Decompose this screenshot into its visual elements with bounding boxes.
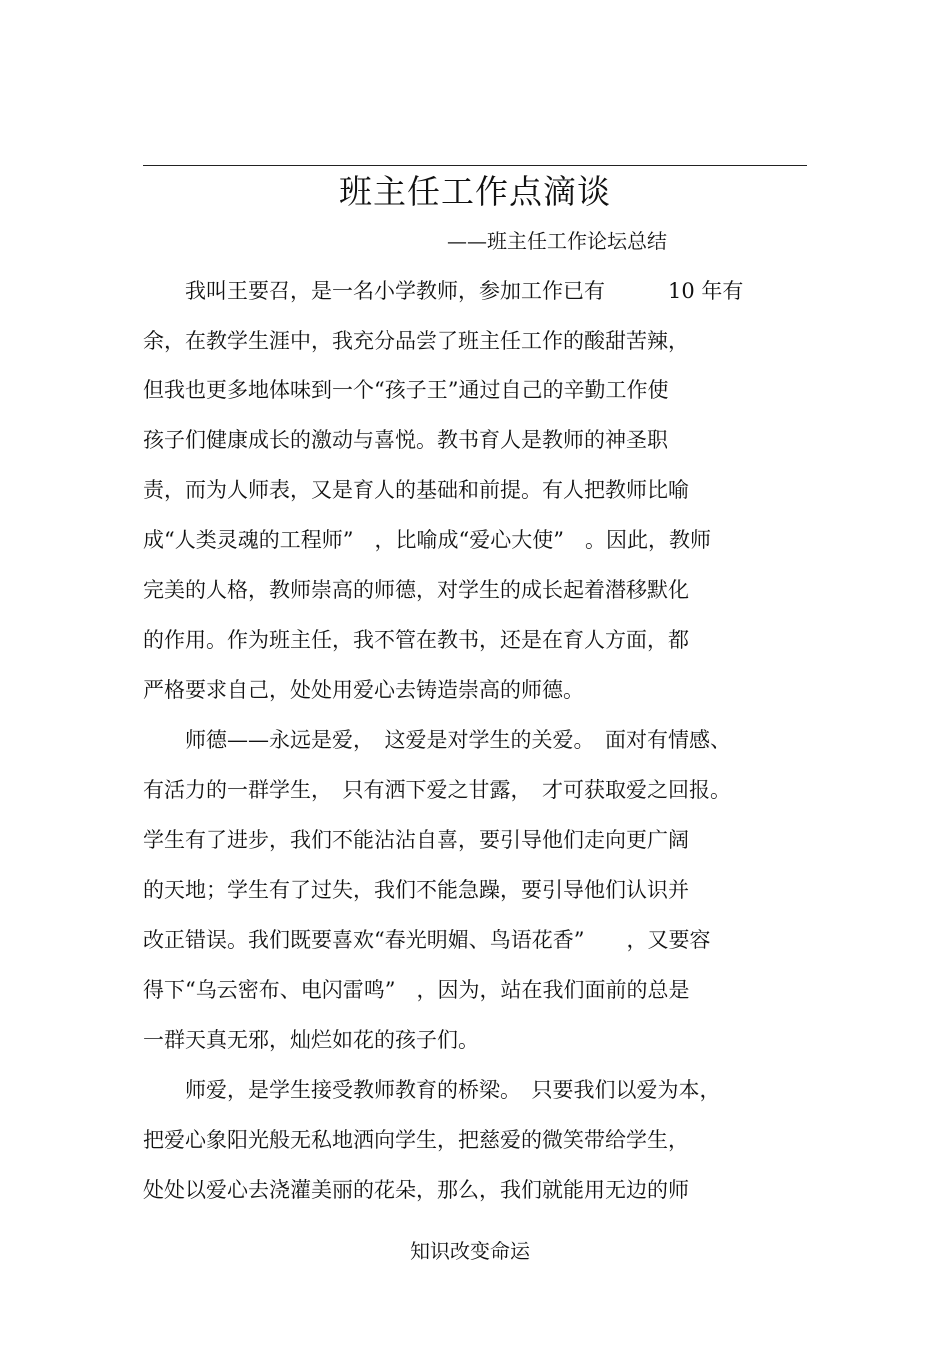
document-subtitle: ——班主任工作论坛总结 (447, 229, 667, 253)
body-line: 改正错误。我们既要喜欢“春光明媚、鸟语花香” ，又要容 (143, 928, 711, 952)
body-line: 完美的人格，教师崇高的师德，对学生的成长起着潜移默化 (143, 578, 689, 602)
body-line: 把爱心象阳光般无私地洒向学生，把慈爱的微笑带给学生， (143, 1128, 689, 1152)
document-title: 班主任工作点滴谈 (339, 172, 611, 211)
page-footer: 知识改变命运 (410, 1239, 530, 1263)
body-line: 学生有了进步，我们不能沾沾自喜，要引导他们走向更广阔 (143, 828, 689, 852)
body-line: 但我也更多地体味到一个“孩子王”通过自己的辛勤工作使 (143, 378, 669, 402)
body-line: 师爱，是学生接受教师教育的桥梁。 只要我们以爱为本， (143, 1078, 721, 1102)
body-line: 我叫王要召，是一名小学教师，参加工作已有 10 年有 (143, 279, 744, 303)
body-line: 余，在教学生涯中，我充分品尝了班主任工作的酸甜苦辣， (143, 329, 689, 353)
body-line: 得下“乌云密布、电闪雷鸣” ，因为，站在我们面前的总是 (143, 978, 690, 1002)
body-line: 有活力的一群学生， 只有洒下爱之甘露， 才可获取爱之回报。 (143, 778, 731, 802)
body-line: 师德——永远是爱， 这爱是对学生的关爱。 面对有情感、 (143, 728, 731, 752)
body-line: 成“人类灵魂的工程师” ，比喻成“爱心大使” 。因此，教师 (143, 528, 711, 552)
body-line: 孩子们健康成长的激动与喜悦。教书育人是教师的神圣职 (143, 428, 668, 452)
body-line: 的天地；学生有了过失，我们不能急躁，要引导他们认识并 (143, 878, 689, 902)
body-line: 责，而为人师表，又是育人的基础和前提。有人把教师比喻 (143, 478, 689, 502)
body-line: 一群天真无邪，灿烂如花的孩子们。 (143, 1028, 479, 1052)
body-line: 处处以爱心去浇灌美丽的花朵，那么，我们就能用无边的师 (143, 1178, 689, 1202)
body-line: 的作用。作为班主任，我不管在教书，还是在育人方面，都 (143, 628, 689, 652)
body-line: 严格要求自己，处处用爱心去铸造崇高的师德。 (143, 678, 584, 702)
header-rule (143, 165, 807, 166)
